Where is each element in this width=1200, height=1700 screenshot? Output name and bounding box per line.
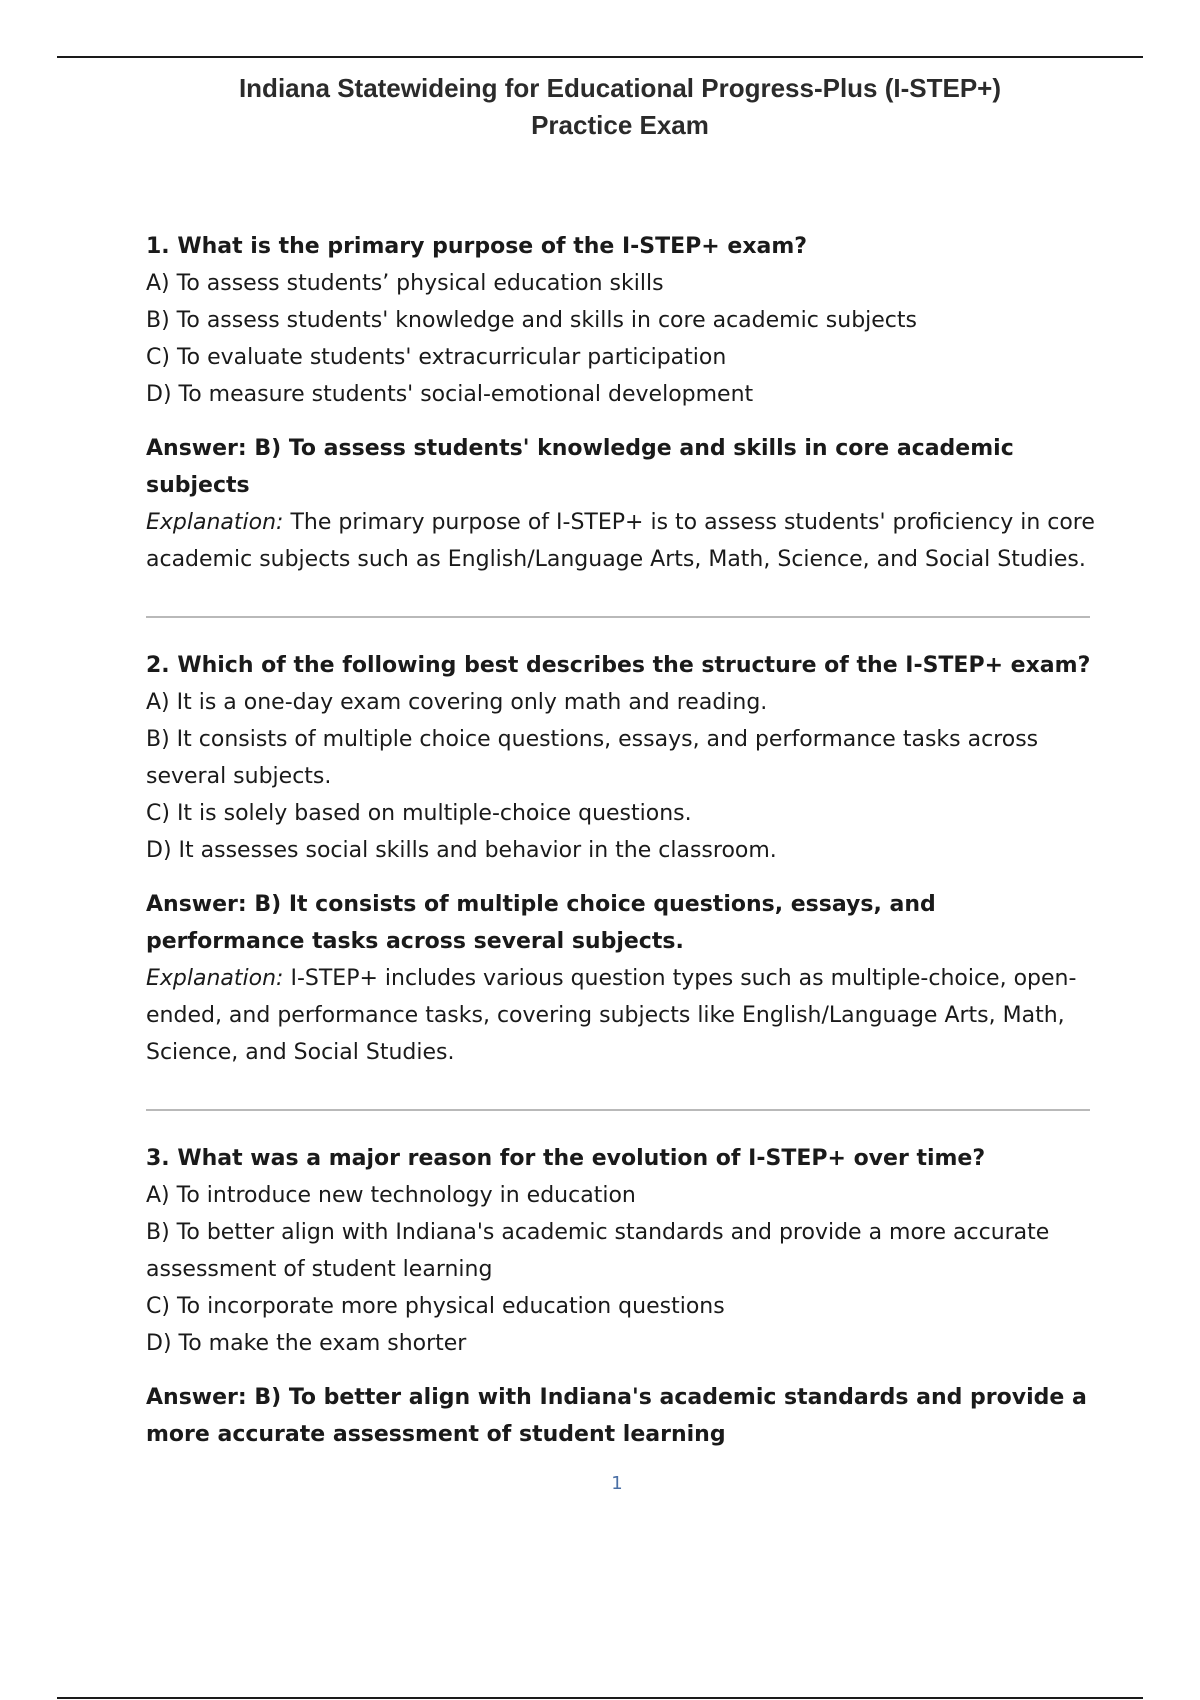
page-number: 1 [611,1473,623,1494]
question-block-3 [146,1140,1096,1453]
explanation-text: I-STEP+ includes various question types such as multiple-choice, open-ended, and performance tasks, covering subjects like English/Language Arts, Math, Science, and Social Studies. [146,966,1077,1065]
top-rule [57,56,1143,58]
question-text: 2. Which of the following best describes the structure of the I-STEP+ exam? [146,653,1091,678]
answer-text: Answer: B) To better align with Indiana's academic standards and provide a more accurate assessment of student learning [146,1385,1087,1447]
option-b: B) To better align with Indiana's academic standards and provide a more accurate assessment of student learning [146,1220,1050,1282]
option-b: B) It consists of multiple choice questions, essays, and performance tasks across several subjects. [146,727,1039,789]
option-d: D) To measure students' social-emotional development [146,382,754,407]
title-line-2: Practice Exam [531,110,709,140]
option-d: D) It assesses social skills and behavior in the classroom. [146,838,777,863]
option-a: A) It is a one-day exam covering only math and reading. [146,690,768,715]
explanation [146,960,1096,1071]
document-title [100,70,1140,144]
option-list [146,265,1096,413]
bottom-rule [57,1697,1143,1699]
explanation-label: Explanation: [146,966,284,991]
option-list [146,684,1096,869]
explanation [146,504,1096,578]
question-block-2 [146,647,1096,1071]
option-a: A) To assess students’ physical education skills [146,271,664,296]
option-b: B) To assess students' knowledge and skills in core academic subjects [146,308,917,333]
title-line-1: Indiana Statewideing for Educational Progress-Plus (I-STEP+) [238,73,1002,103]
question-text: 1. What is the primary purpose of the I-STEP+ exam? [146,234,808,259]
question-text: 3. What was a major reason for the evolution of I-STEP+ over time? [146,1146,986,1171]
option-d: D) To make the exam shorter [146,1331,467,1356]
option-c: C) It is solely based on multiple-choice questions. [146,801,692,826]
explanation-label: Explanation: [146,510,284,535]
option-c: C) To incorporate more physical education questions [146,1294,725,1319]
answer-text: Answer: B) To assess students' knowledge and skills in core academic subjects [146,436,1014,498]
answer-text: Answer: B) It consists of multiple choice questions, essays, and performance tasks across several subjects. [146,892,936,954]
option-list [146,1177,1096,1362]
option-a: A) To introduce new technology in education [146,1183,636,1208]
section-divider [146,616,1090,618]
question-block-1 [146,228,1096,578]
question-list [146,228,1096,1453]
explanation-text: The primary purpose of I-STEP+ is to assess students' proficiency in core academic subjects such as English/Language Arts, Math, Science, and Social Studies. [146,510,1095,572]
section-divider [146,1109,1090,1111]
option-c: C) To evaluate students' extracurricular participation [146,345,727,370]
